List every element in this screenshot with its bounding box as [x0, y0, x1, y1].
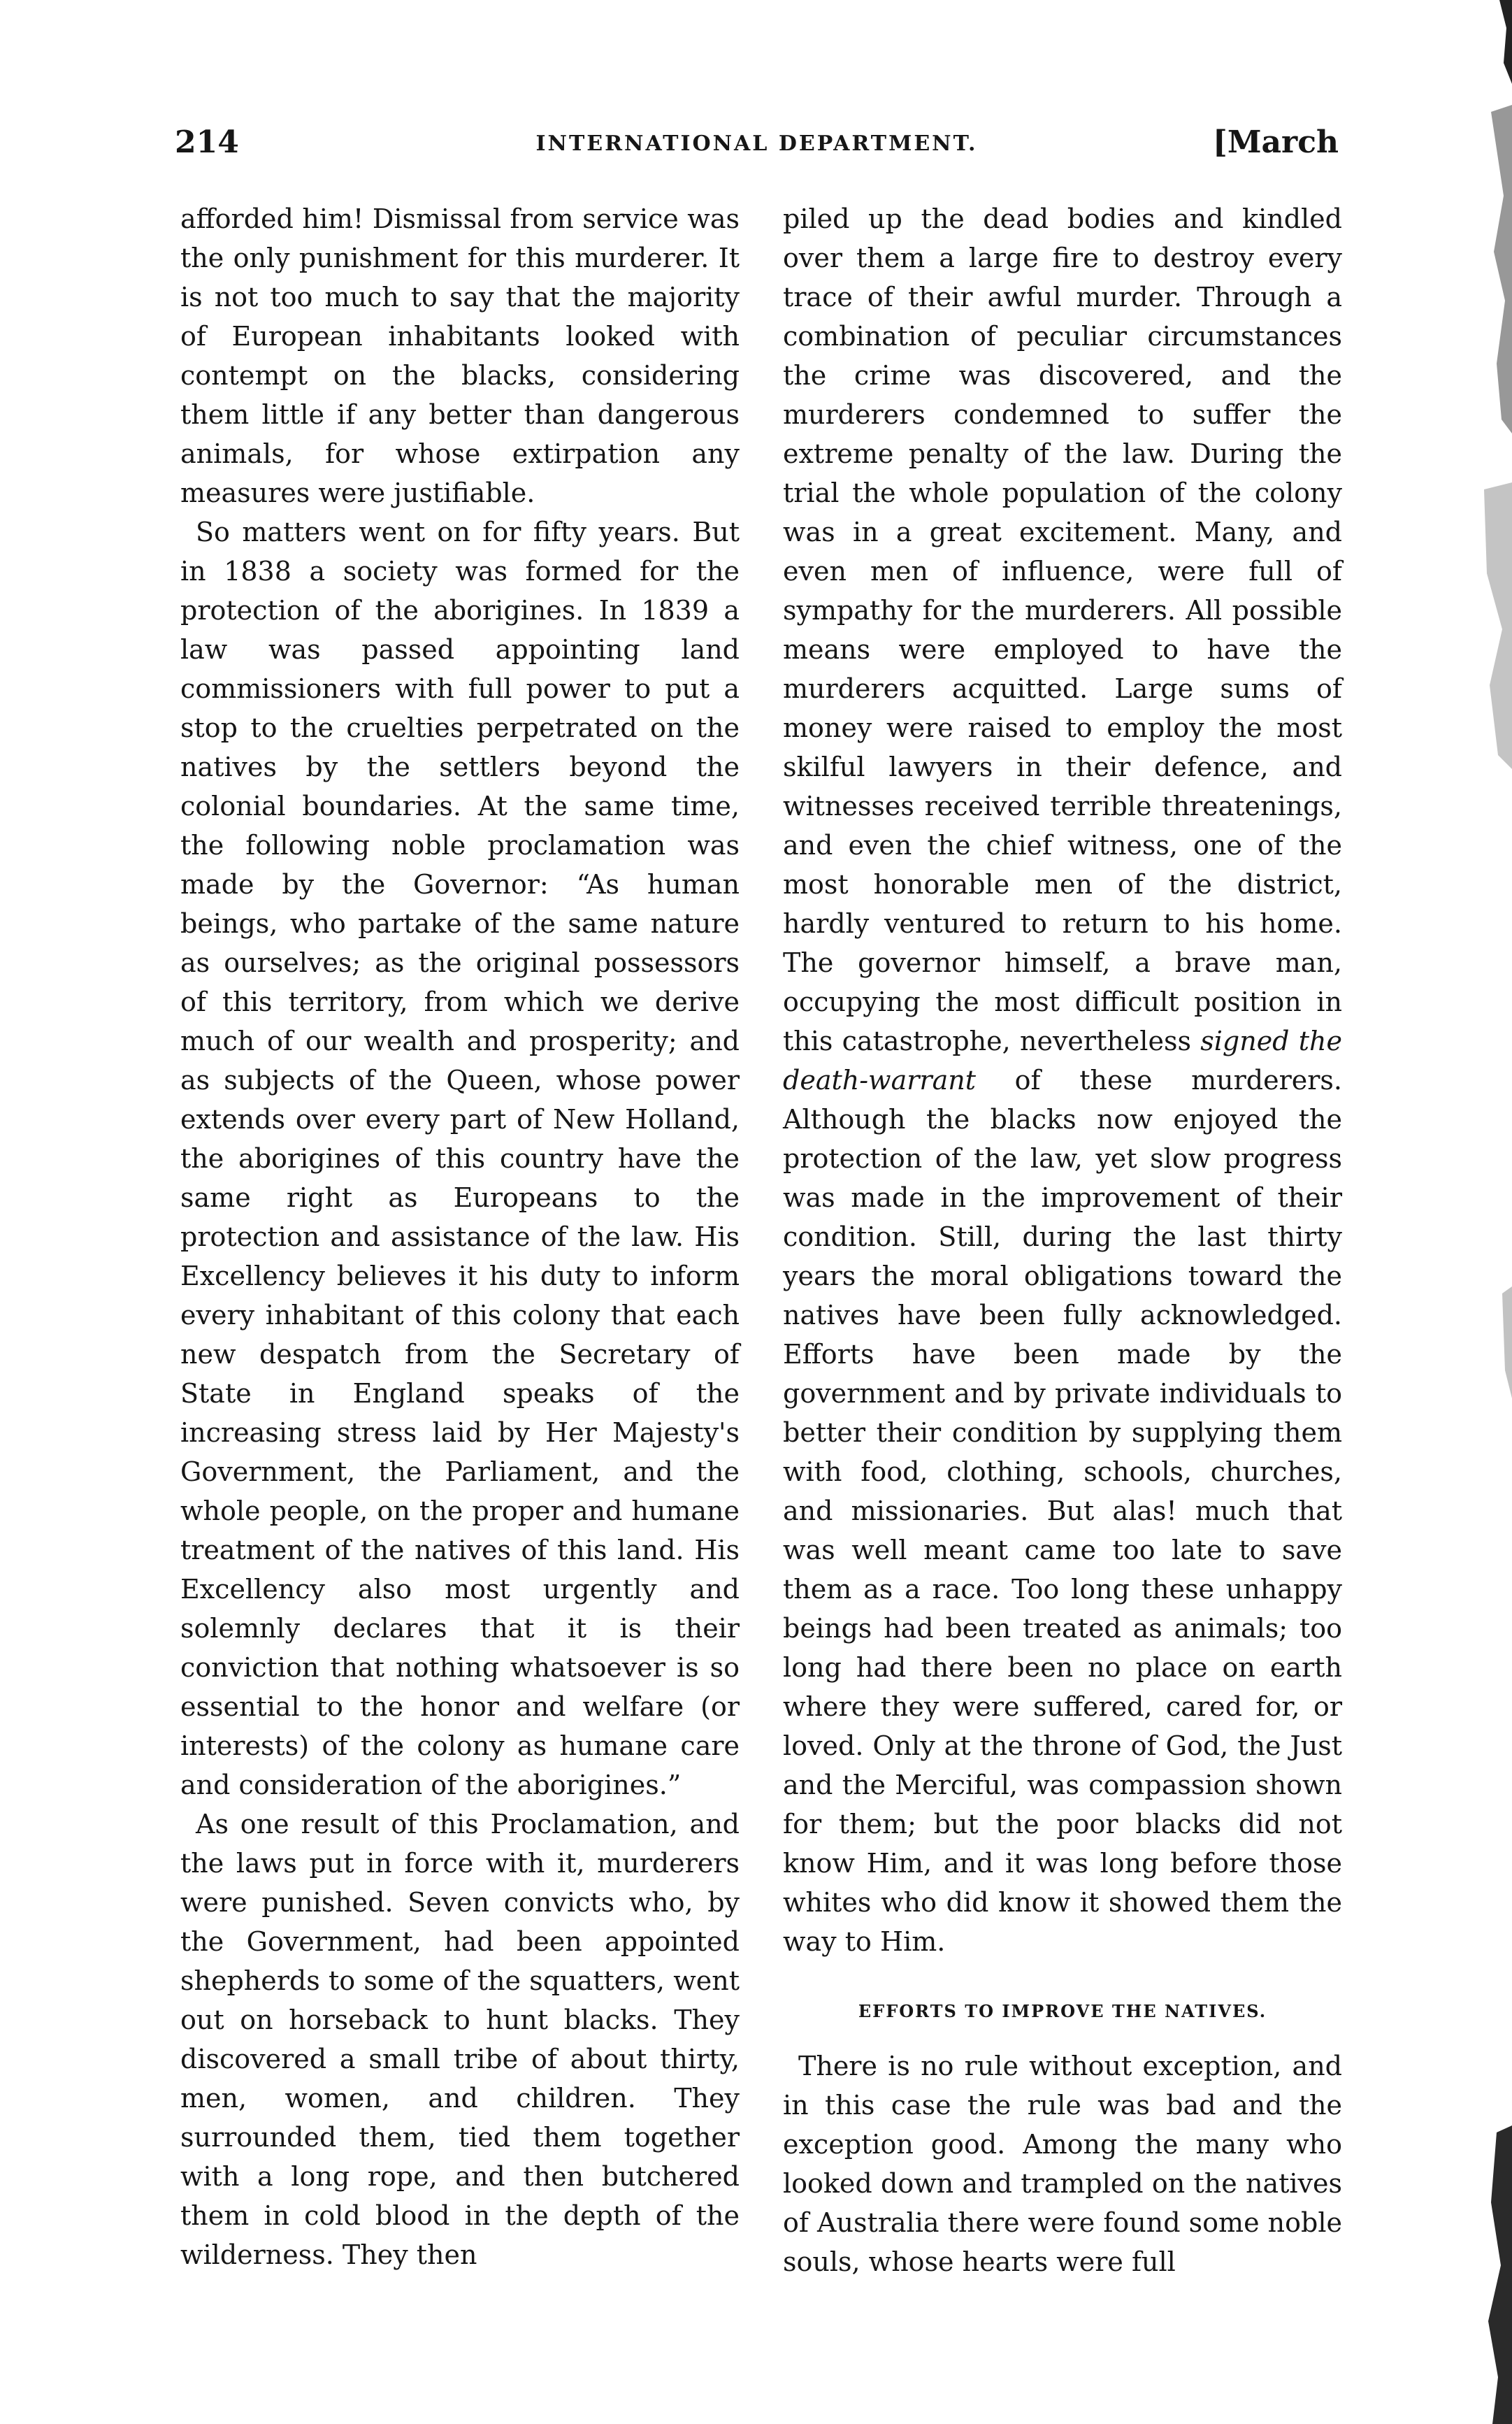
- right-column: [783, 199, 1342, 2281]
- paragraph: [783, 199, 1342, 1961]
- section-heading: EFFORTS TO IMPROVE THE NATIVES.: [858, 2001, 1267, 2021]
- paragraph: afforded him! Dismissal from service was the only punishment for this murderer. It is not too much to say that the majority of European inhabitants looked with contempt on the blacks, considering them little if any better than dangerous animals, for whose extirpation any measures were justifiable.: [180, 203, 740, 508]
- page-header: [175, 124, 1339, 173]
- paragraph: There is no rule without exception, and in this case the rule was bad and the exception good. Among the many who looked down and trampled on the natives of Australia there were found some noble souls, whose hearts were full: [783, 2051, 1342, 2277]
- issue-month: [March: [1213, 124, 1339, 160]
- italic-phrase: signed the death-warrant: [783, 1026, 1343, 1096]
- paragraph: As one result of this Proclamation, and the laws put in force with it, murderers were punished. Seven convicts who, by the Government, had been appointed shepherds to some of the squatters, went out on horseback to hunt blacks. They discovered a small tribe of about thirty, men, women, and children. They surrounded them, tied them together with a long rope, and then butchered them in cold blood in the depth of the wilderness. They then: [180, 1809, 740, 2270]
- scan-edge-artifact: [1463, 0, 1512, 2424]
- paragraph: So matters went on for fifty years. But in 1838 a society was formed for the protection of the aborigines. In 1839 a law was passed appointing land commissioners with full power to put a stop to the cruelties perpetrated on the natives by the settlers beyond the colonial boundaries. At the same time, the following noble proclamation was made by the Governor: “As human beings, who partake of the same nature as ourselves; as the original possessors of this territory, from which we derive much of our wealth and prosperity; and as subjects of the Queen, whose power extends over every part of New Holland, the aborigines of this country have the same right as Europeans to the protection and assistance of the law. His Excellency believes it his duty to inform every inhabitant of this colony that each new despatch from the Secretary of State in England speaks of the increasing stress laid by Her Majesty's Government, the Parliament, and the whole people, on the proper and humane treatment of the natives of this land. His Excellency also most urgently and solemnly declares that it is their conviction that nothing whatsoever is so essential to the honor and welfare (or interests) of the colony as humane care and consideration of the aborigines.”: [180, 517, 740, 1800]
- paragraph-text: of these murderers. Although the blacks now enjoyed the protection of the law, yet slow progress was made in the improvement of their condition. Still, during the last thirty years the moral obligations toward the natives have been fully acknowledged. Efforts have been made by the government and by private individuals to better their condition by supplying them with food, clothing, schools, churches, and missionaries. But alas! much that was well meant came too late to save them as a race. Too long these unhappy beings had been treated as animals; too long had there been no place on earth where they were suffered, cared for, or loved. Only at the throne of God, the Just and the Merciful, was compassion shown for them; but the poor blacks did not know Him, and it was long before those whites who did know it showed them the way to Him.: [783, 1065, 1342, 1957]
- paragraph-text: piled up the dead bodies and kindled over them a large fire to destroy every trace of their awful murder. Through a combination of peculiar circumstances the crime was discovered, and the murderers condemned to suffer the extreme penalty of the law. During the trial the whole population of the colony was in a great excitement. Many, and even men of influence, were full of sympathy for the murderers. All possible means were employed to have the murderers acquitted. Large sums of money were raised to employ the most skilful lawyers in their defence, and witnesses received terrible threatenings, and even the chief witness, one of the most honorable men of the district, hardly ventured to return to his home. The governor himself, a brave man, occupying the most difficult position in this catastrophe, nevertheless: [783, 203, 1342, 1056]
- running-head: INTERNATIONAL DEPARTMENT.: [535, 131, 978, 156]
- page-number: 214: [175, 124, 239, 160]
- left-column: [180, 199, 740, 2274]
